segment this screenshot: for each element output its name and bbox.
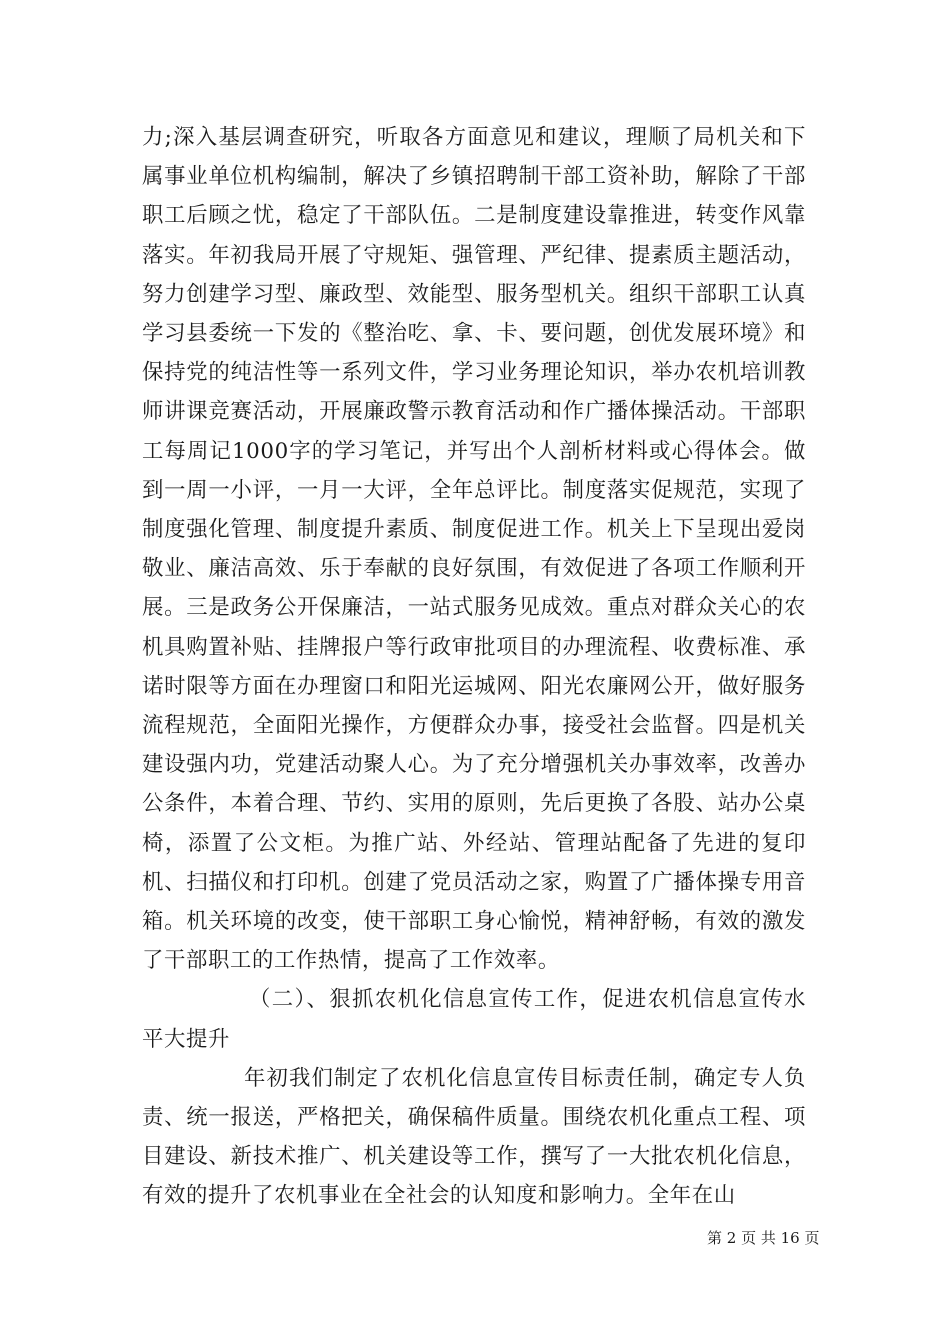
- section-heading: （二）、狠抓农机化信息宣传工作，促进农机信息宣传水平大提升: [142, 987, 806, 1052]
- paragraph-continued: 力;深入基层调查研究，听取各方面意见和建议，理顺了局机关和下属事业单位机构编制，解决了乡镇招聘制干部工资补助，解除了干部职工后顾之忧，稳定了干部队伍。二是制度建设靠推进，转变作风靠落实。年初我局开展了守规矩、强管理、严纪律、提素质主题活动，努力创建学习型、廉政型、效能型、服务型机关。组织干部职工认真学习县委统一下发的《整治吃、拿、卡、要问题，创优发展环境》和保持党的纯洁性等一系列文件，学习业务理论知识，举办农机培训教师讲课竞赛活动，开展廉政警示教育活动和作广播体操活动。干部职工每周记1000字的学习笔记，并写出个人剖析材料或心得体会。做到一周一小评，一月一大评，全年总评比。制度落实促规范，实现了制度强化管理、制度提升素质、制度促进工作。机关上下呈现出爱岗敬业、廉洁高效、乐于奉献的良好氛围，有效促进了各项工作顺利开展。三是政务公开保廉洁，一站式服务见成效。重点对群众关心的农机具购置补贴、挂牌报户等行政审批项目的办理流程、收费标准、承诺时限等方面在办理窗口和阳光运城网、阳光农廉网公开，做好服务流程规范，全面阳光操作，方便群众办事，接受社会监督。四是机关建设强内功，党建活动聚人心。为了充分增强机关办事效率，改善办公条件，本着合理、节约、实用的原则，先后更换了各股、站办公桌椅，添置了公文柜。为推广站、外经站、管理站配备了先进的复印机、扫描仪和打印机。创建了党员活动之家，购置了广播体操专用音箱。机关环境的改变，使干部职工身心愉悦，精神舒畅，有效的激发了干部职工的工作热情，提高了工作效率。: [142, 125, 806, 974]
- paragraph: 年初我们制定了农机化信息宣传目标责任制，确定专人负责、统一报送，严格把关，确保稿件质量。围绕农机化重点工程、项目建设、新技术推广、机关建设等工作，撰写了一大批农机化信息，有效的提升了农机事业在全社会的认知度和影响力。全年在山: [142, 1065, 806, 1209]
- page-number-footer: 第 2 页 共 16 页: [707, 1229, 820, 1247]
- body-text: [142, 118, 806, 1216]
